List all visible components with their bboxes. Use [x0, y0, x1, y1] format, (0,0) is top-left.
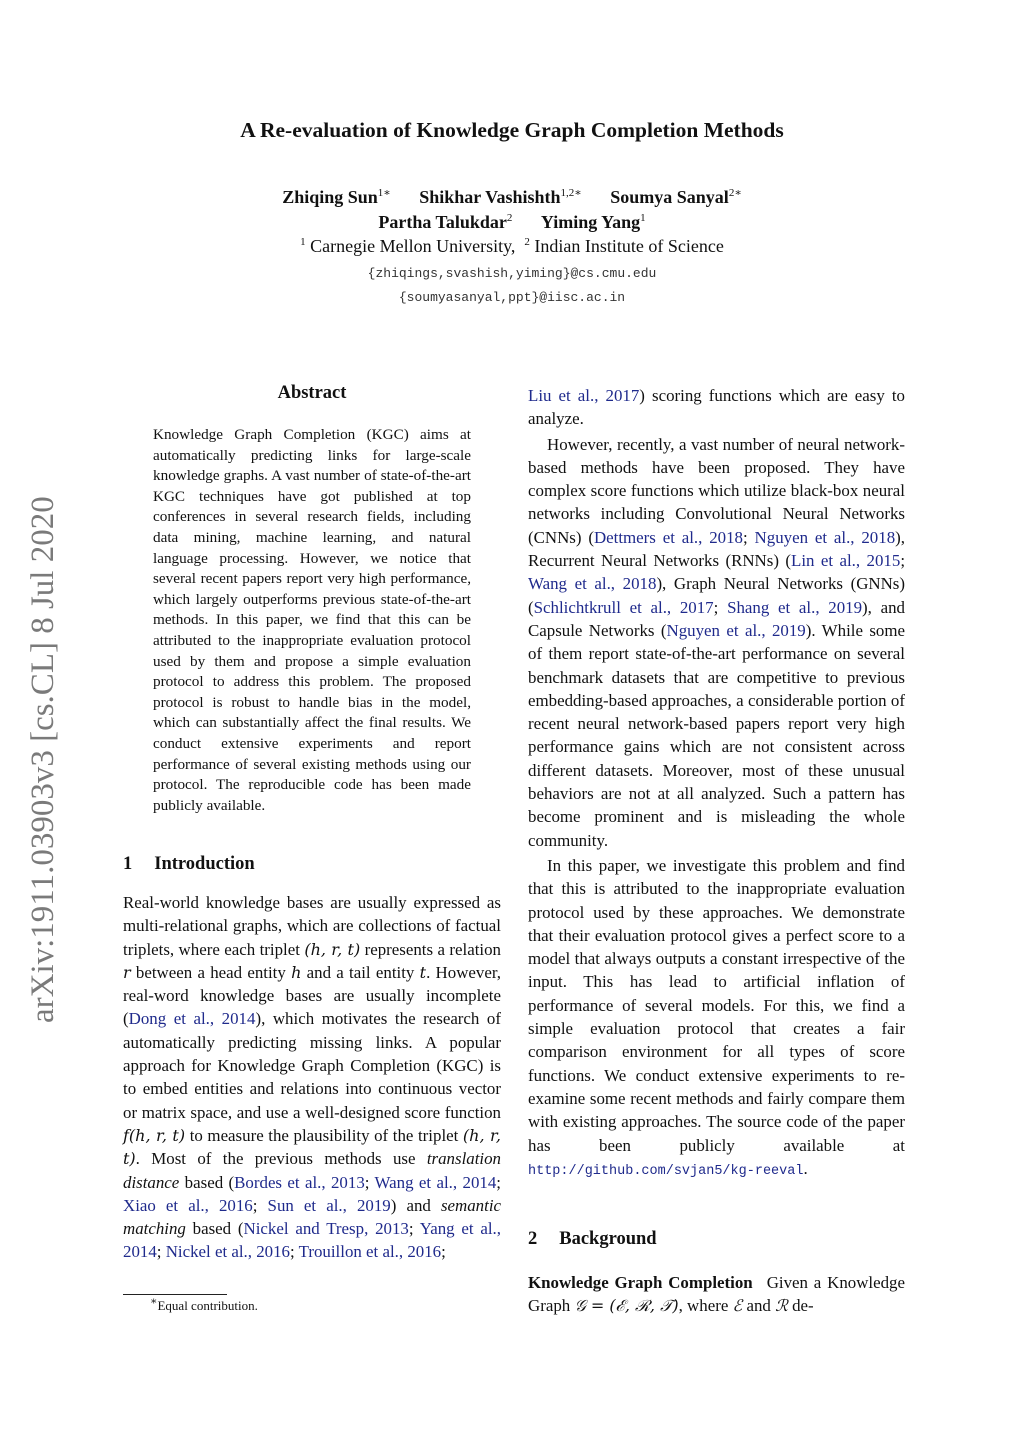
citation-link[interactable]: Lin et al., 2015 [791, 551, 901, 571]
author-name: Partha Talukdar$^2$ [378, 212, 513, 232]
math: f(h, r, t) [123, 1125, 186, 1145]
right-column-body [528, 384, 905, 1183]
paragraph-heading: Knowledge Graph Completion [528, 1273, 753, 1292]
citation-link[interactable]: Nickel and Tresp, 2013 [243, 1219, 409, 1239]
footnote-rule [123, 1294, 227, 1295]
citation-link[interactable]: Shang et al., 2019 [727, 597, 863, 617]
math: r [123, 962, 131, 982]
intro-paragraph: In this paper, we investigate this problem and find that this is attributed to the inappropriate evaluation protocol used by these approaches. We demonstrate that their evaluation protocol gives a perfect score to a model that always outputs a constant irrespective of the input. This has lead to artificial inflation of performance of several models. For this, we find a simple evaluation protocol that creates a fair comparison environment for all types of score functions. We conduct extensive experiments to re-examine some recent methods and fairly compare them with existing approaches. The source code of the paper has been publicly available at http://github.com/svjan5/kg-reeval. [528, 855, 905, 1179]
footnote: ∗Equal contribution. [150, 1295, 258, 1313]
citation-link[interactable]: Xiao et al., 2016 [123, 1195, 253, 1215]
paper-title: A Re-evaluation of Knowledge Graph Completion Methods [240, 118, 784, 142]
math: h [291, 962, 302, 982]
author-name: Yiming Yang$^1$ [540, 212, 646, 232]
math: (h, r, t) [123, 1125, 501, 1169]
citation-link[interactable]: Nguyen et al., 2019 [666, 620, 806, 640]
math: t [419, 962, 427, 982]
citation-link[interactable]: Liu et al., 2017 [528, 386, 640, 405]
intro-paragraph: Real-world knowledge bases are usually expressed as multi-relational graphs, which are collections of factual triplets, where each triplet (h, r, t) represents a relation r between a head entity h and a tail entity t. However, real-word knowledge bases are usually incomplete (Dong et al., 2014), which motivates the research of automatically predicting missing links. A popular approach for Knowledge Graph Completion (KGC) is to embed entities and relations into continuous vector or matrix space, and use a well-designed score function f(h, r, t) to measure the plausibility of the triplet (h, r, t). Most of the previous methods use translation distance based (Bordes et al., 2013; Wang et al., 2014; Xiao et al., 2016; Sun et al., 2019) and semantic matching based (Nickel and Tresp, 2013; Yang et al., 2014; Nickel et al., 2016; Trouillon et al., 2016; [123, 893, 502, 1262]
citation-link[interactable]: Sun et al., 2019 [267, 1195, 391, 1215]
background-body [528, 1271, 905, 1318]
abstract-heading: Abstract [277, 383, 347, 403]
intro-paragraph: However, recently, a vast number of neural network-based methods have been proposed. They have complex score functions which utilize black-box neural networks including Convolutional Neural Networks (CNNs) (Dettmers et al., 2018; Nguyen et al., 2018), Recurrent Neural Networks (RNNs) (Lin et al., 2015; Wang et al., 2018), Graph Neural Networks (GNNs) (Schlichtkrull et al., 2017; Shang et al., 2019), and Capsule Networks (Nguyen et al., 2019). While some of them report state-of-the-art performance on several benchmark datasets that are competitive to previous embedding-based approaches, a considerable portion of recent neural network-based papers report very high performance gains which are not consistent across different datasets. Moreover, most of these unusual behaviors are not at all analyzed. Such a pattern has become prominent and is misleading the whole community. [528, 434, 906, 850]
citation-link[interactable]: Dong et al., 2014 [128, 1009, 256, 1029]
citation-link[interactable]: Bordes et al., 2013 [234, 1172, 365, 1192]
affiliations: $^1$ Carnegie Mellon University, $^2$ Indian Institute of Science [300, 236, 724, 256]
math: ℛ [775, 1296, 788, 1316]
code-url-link[interactable]: http://github.com/svjan5/kg-reeval [528, 1163, 804, 1179]
citation-link[interactable]: Trouillon et al., 2016 [298, 1242, 442, 1262]
citation-link[interactable]: Wang et al., 2014 [374, 1172, 497, 1192]
author-name: Shikhar Vashishth$^{1,2∗}$ [419, 187, 582, 207]
citation-link[interactable]: Nickel et al., 2016 [165, 1242, 290, 1262]
email-line: {soumyasanyal,ppt}@iisc.ac.in [398, 290, 626, 305]
math: 𝒢 = (ℰ, ℛ, 𝒯) [574, 1296, 679, 1316]
section-heading-introduction: 1 Introduction [123, 854, 255, 874]
citation-link[interactable]: Nguyen et al., 2018 [754, 527, 896, 547]
email-line: {zhiqings,svashish,yiming}@cs.cmu.edu [367, 266, 657, 281]
math: ℰ [732, 1296, 743, 1316]
citation-link[interactable]: Wang et al., 2018 [528, 574, 657, 594]
author-line-1 [0, 187, 1024, 208]
citation-link[interactable]: Schlichtkrull et al., 2017 [533, 597, 714, 617]
left-column-body [123, 891, 501, 1264]
author-name: Soumya Sanyal$^{2∗}$ [610, 187, 742, 207]
arxiv-identifier: arXiv:1911.03903v3 [cs.CL] 8 Jul 2020 [25, 496, 61, 1023]
intro-paragraph-continued: Liu et al., 2017) scoring functions which are easy to analyze. [528, 386, 906, 429]
citation-link[interactable]: Yang et al., 2014 [123, 1219, 502, 1262]
math: (h, r, t) [304, 939, 361, 959]
author-line-2 [0, 212, 1024, 233]
section-heading-background: 2 Background [528, 1229, 657, 1249]
abstract-text: Knowledge Graph Completion (KGC) aims at automatically predicting links for large-scale knowledge graphs. A vast number of state-of-the-art KGC techniques have got published at top conferences in several research fields, including data mining, machine learning, and natural language processing. However, we notice that several recent papers report very high performance, which largely outperforms previous state-of-the-art methods. In this paper, we find that this can be attributed to the inappropriate evaluation protocol used by them and propose a simple evaluation protocol to address this problem. The proposed protocol is robust to handle bias in the model, which can substantially affect the final results. We conduct extensive experiments and report performance of several existing methods using our protocol. The reproducible code has been made publicly available. [153, 426, 471, 814]
background-paragraph: Knowledge Graph Completion Given a Knowledge Graph 𝒢 = (ℰ, ℛ, 𝒯), where ℰ and ℛ de- [528, 1273, 905, 1316]
citation-link[interactable]: Dettmers et al., 2018 [593, 527, 743, 547]
author-name: Zhiqing Sun$^{1∗}$ [282, 187, 391, 207]
